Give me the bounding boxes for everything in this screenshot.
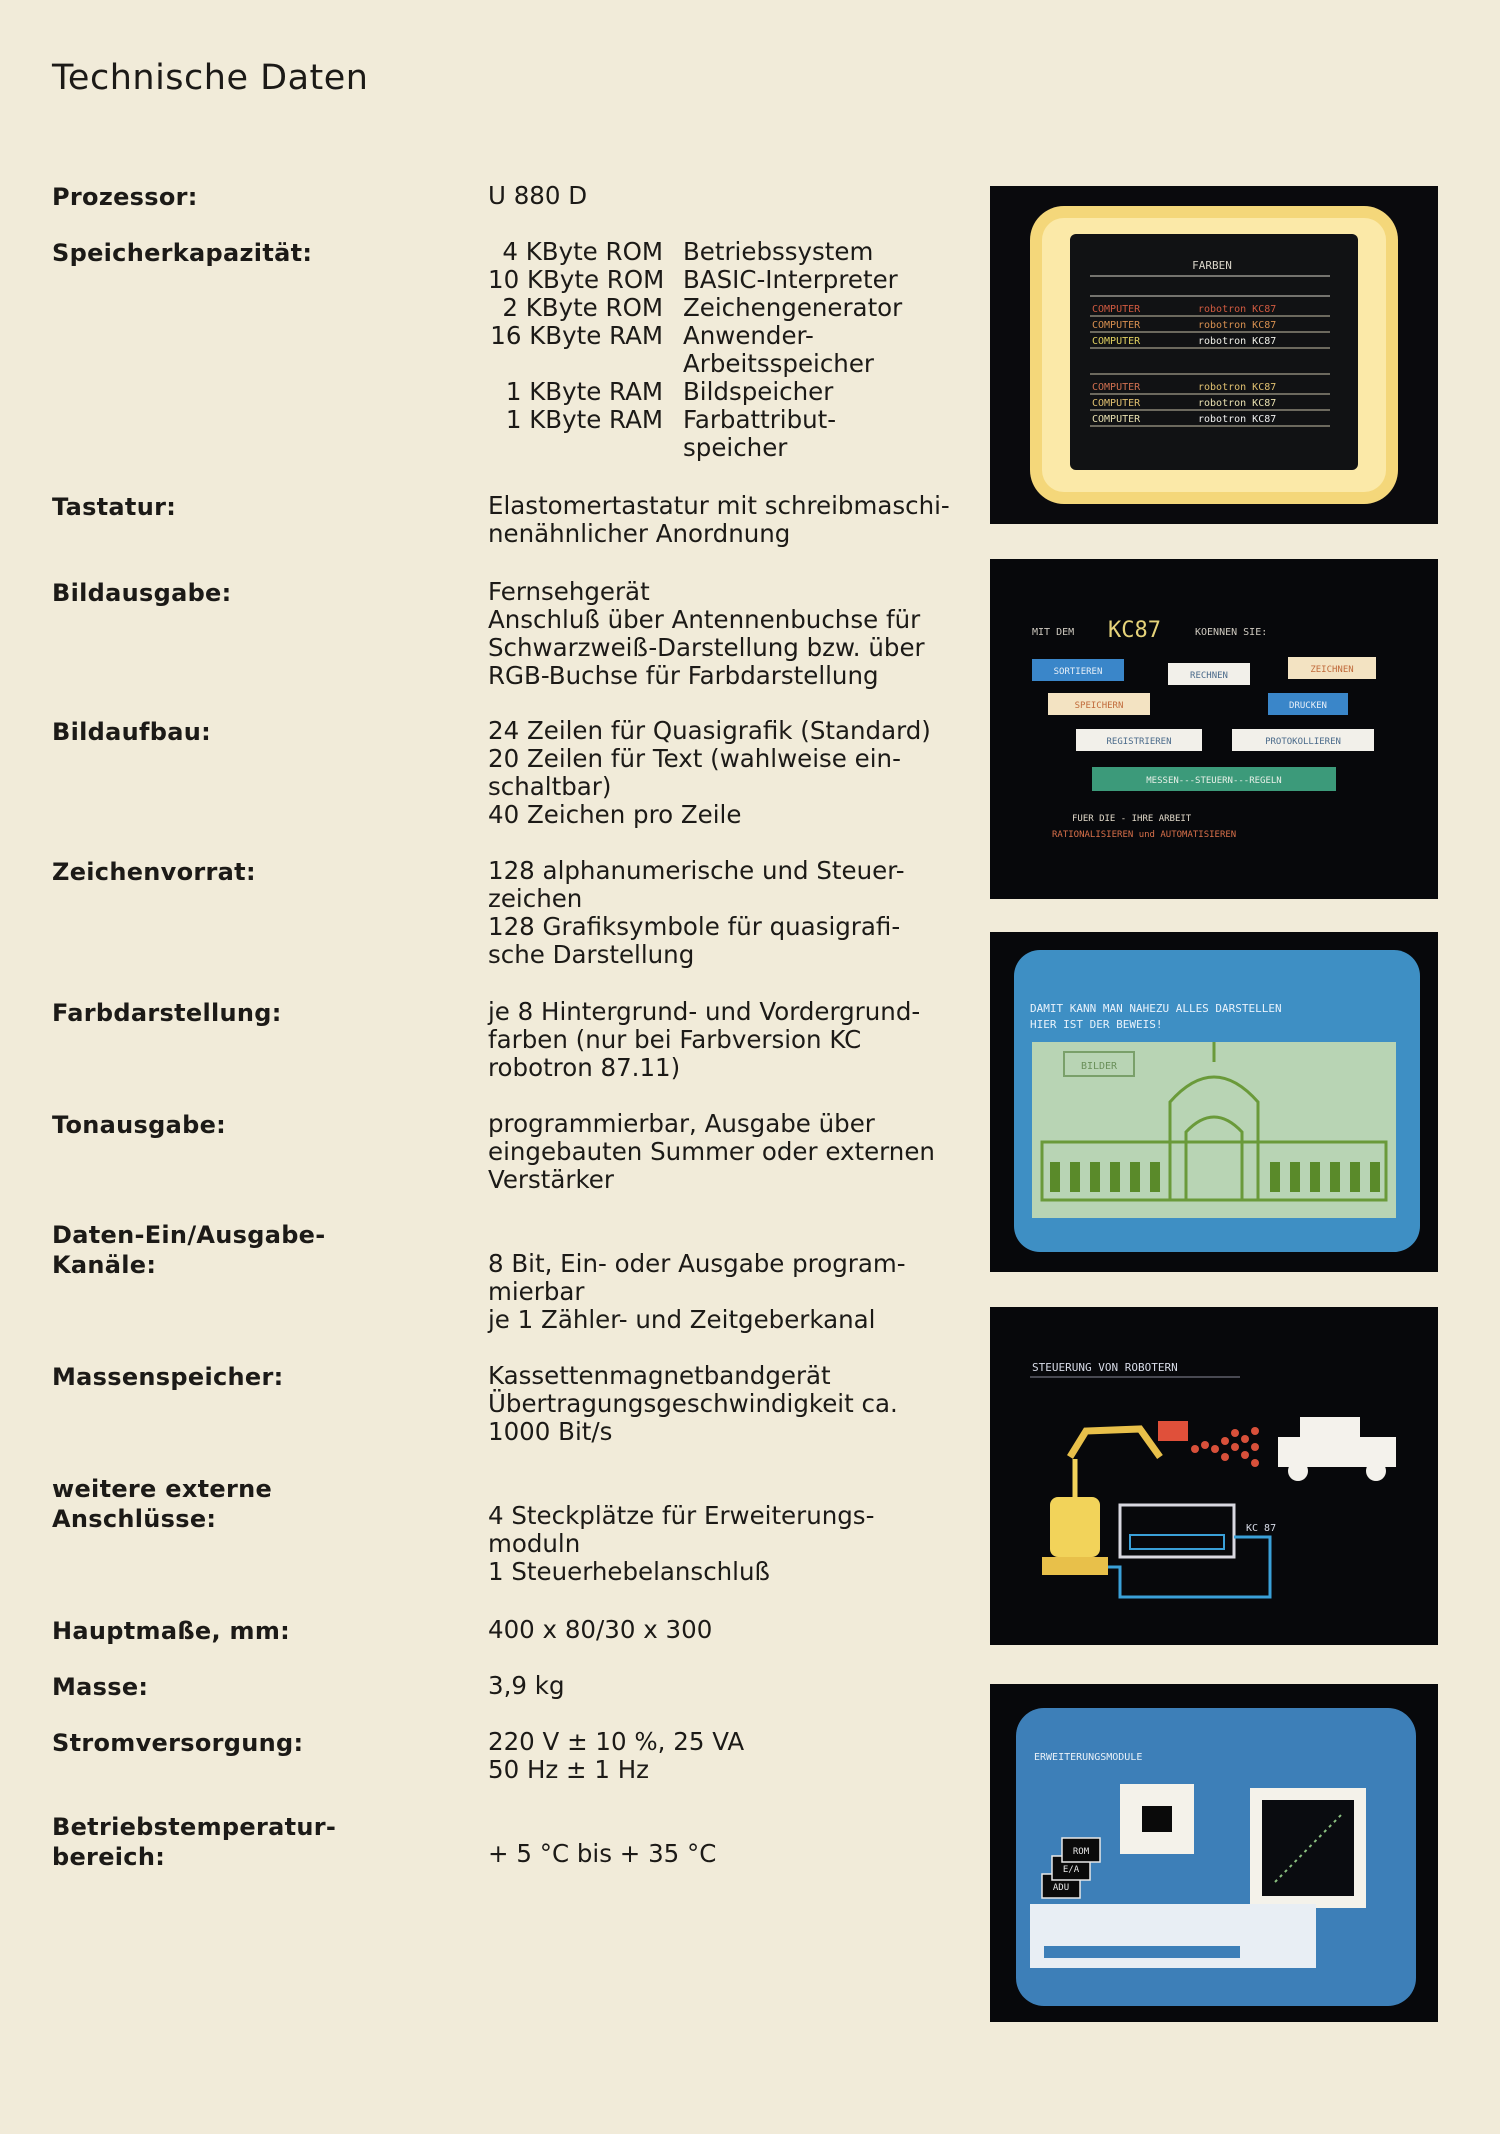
module-adu: ADU — [1052, 1883, 1070, 1893]
memory-size: 1 KByte RAM — [505, 405, 663, 434]
menu-head-kc: KC87 — [1108, 618, 1161, 643]
memory-row — [488, 266, 923, 294]
memory-row — [488, 322, 923, 378]
roboter-title: STEUERUNG VON ROBOTERN — [1032, 1361, 1178, 1374]
value-bildaufbau: 24 Zeilen für Quasigrafik (Standard) 20 Zeilen für Text (wahlweise ein- schaltbar) 40 Zeichen pro Zeile — [488, 716, 931, 829]
label-zeichenvorrat: Zeichenvorrat: — [52, 858, 256, 886]
screen-photo-module — [990, 1684, 1438, 2022]
label-bildaufbau: Bildaufbau: — [52, 718, 212, 746]
value-masse: 3,9 kg — [488, 1671, 565, 1700]
menu-box-label: SPEICHERN — [1074, 701, 1124, 711]
module-ea: E/A — [1062, 1865, 1080, 1875]
label-stromversorgung: Stromversorgung: — [52, 1729, 304, 1757]
bild-line-2: HIER IST DER BEWEIS! — [1030, 1018, 1163, 1031]
label-anschluesse: weitere externe Anschlüsse: — [52, 1475, 273, 1533]
memory-row — [488, 406, 923, 462]
screen-photo-farben — [990, 186, 1438, 524]
screen-row-left: COMPUTER — [1092, 382, 1141, 393]
label-temperatur: Betriebstemperatur- bereich: — [52, 1813, 337, 1871]
screen-photo-bild — [990, 932, 1438, 1272]
memory-table — [488, 238, 923, 462]
memory-desc: Zeichengenerator — [683, 293, 903, 322]
value-farbdarstellung: je 8 Hintergrund- und Vordergrund- farben (nur bei Farbversion KC robotron 87.11) — [488, 997, 921, 1082]
screen-row-right: robotron KC87 — [1198, 382, 1277, 393]
menu-box-label: PROTOKOLLIEREN — [1265, 737, 1341, 747]
label-hauptmasse: Hauptmaße, mm: — [52, 1617, 291, 1645]
value-temperatur: + 5 °C bis + 35 °C — [488, 1839, 717, 1868]
label-bildausgabe: Bildausgabe: — [52, 579, 232, 607]
screen-row-left: COMPUTER — [1092, 336, 1141, 347]
value-tastatur: Elastomertastatur mit schreibmaschi- nenähnlicher Anordnung — [488, 491, 950, 548]
menu-foot-2: RATIONALISIEREN und AUTOMATISIEREN — [1052, 830, 1237, 840]
label-tastatur: Tastatur: — [52, 493, 177, 521]
bild-line-1: DAMIT KANN MAN NAHEZU ALLES DARSTELLEN — [1030, 1002, 1282, 1015]
menu-box-label: SORTIEREN — [1053, 667, 1103, 677]
memory-size: 10 KByte ROM — [488, 265, 665, 294]
module-rom: ROM — [1072, 1847, 1090, 1857]
memory-desc: Betriebssystem — [683, 237, 874, 266]
value-massenspeicher: Kassettenmagnetbandgerät Übertragungsgeschwindigkeit ca. 1000 Bit/s — [488, 1361, 898, 1446]
label-speicherkapazitaet: Speicherkapazität: — [52, 239, 313, 267]
label-prozessor: Prozessor: — [52, 183, 198, 211]
roboter-label: KC 87 — [1246, 1523, 1277, 1534]
menu-box-label: MESSEN---STEUERN---REGELN — [1146, 776, 1282, 786]
screen-row-right: robotron KC87 — [1198, 414, 1277, 425]
memory-desc: Farbattribut- speicher — [683, 405, 837, 462]
memory-size: 16 KByte RAM — [490, 321, 663, 350]
label-masse: Masse: — [52, 1673, 149, 1701]
memory-row — [488, 238, 923, 266]
screen-row-right: robotron KC87 — [1198, 398, 1277, 409]
menu-foot-1: FUER DIE - IHRE ARBEIT — [1072, 814, 1192, 824]
memory-desc: BASIC-Interpreter — [683, 265, 898, 294]
memory-size: 1 KByte RAM — [505, 377, 663, 406]
memory-size: 4 KByte ROM — [502, 237, 663, 266]
memory-size: 2 KByte ROM — [502, 293, 663, 322]
memory-desc: Bildspeicher — [683, 377, 834, 406]
value-prozessor: U 880 D — [488, 181, 588, 210]
computer-drawing — [1030, 1904, 1316, 1968]
screen-photo-menu — [990, 559, 1438, 899]
value-anschluesse: 4 Steckplätze für Erweiterungs- moduln 1 Steuerhebelanschluß — [488, 1501, 875, 1586]
value-bildausgabe: Fernsehgerät Anschluß über Antennenbuchse für Schwarzweiß-Darstellung bzw. über RGB-Buchse für Farbdarstellung — [488, 577, 925, 690]
module-title: ERWEITERUNGSMODULE — [1034, 1752, 1143, 1763]
label-tonausgabe: Tonausgabe: — [52, 1111, 227, 1139]
screen-row-left: COMPUTER — [1092, 398, 1141, 409]
page-title: Technische Daten — [52, 58, 369, 98]
screen-row-right: robotron KC87 — [1198, 336, 1277, 347]
menu-head-a: MIT DEM — [1032, 627, 1075, 638]
value-daten-io: 8 Bit, Ein- oder Ausgabe program- mierbar je 1 Zähler- und Zeitgeberkanal — [488, 1249, 906, 1334]
menu-box-label: REGISTRIEREN — [1106, 737, 1172, 747]
screen-row-left: COMPUTER — [1092, 304, 1141, 315]
screen-title: FARBEN — [1192, 259, 1232, 272]
label-massenspeicher: Massenspeicher: — [52, 1363, 284, 1391]
label-daten-io: Daten-Ein/Ausgabe- Kanäle: — [52, 1221, 326, 1279]
menu-box-label: ZEICHNEN — [1310, 665, 1354, 675]
value-zeichenvorrat: 128 alphanumerische und Steuer- zeichen 128 Grafiksymbole für quasigrafi- sche Darstellung — [488, 856, 905, 969]
screen-row-right: robotron KC87 — [1198, 304, 1277, 315]
memory-row — [488, 378, 923, 406]
value-tonausgabe: programmierbar, Ausgabe über eingebauten Summer oder externen Verstärker — [488, 1109, 935, 1194]
label-farbdarstellung: Farbdarstellung: — [52, 999, 282, 1027]
screen-row-left: COMPUTER — [1092, 414, 1141, 425]
menu-box-label: DRUCKEN — [1289, 701, 1327, 711]
value-stromversorgung: 220 V ± 10 %, 25 VA 50 Hz ± 1 Hz — [488, 1727, 745, 1784]
value-hauptmasse: 400 x 80/30 x 300 — [488, 1615, 713, 1644]
memory-desc: Anwender- Arbeitsspeicher — [683, 321, 874, 378]
menu-head-b: KOENNEN SIE: — [1195, 627, 1268, 638]
screen-photo-roboter — [990, 1307, 1438, 1645]
menu-box-label: RECHNEN — [1190, 671, 1228, 681]
memory-row — [488, 294, 923, 322]
screen-row-right: robotron KC87 — [1198, 320, 1277, 331]
bild-label: BILDER — [1080, 1061, 1118, 1072]
screen-row-left: COMPUTER — [1092, 320, 1141, 331]
